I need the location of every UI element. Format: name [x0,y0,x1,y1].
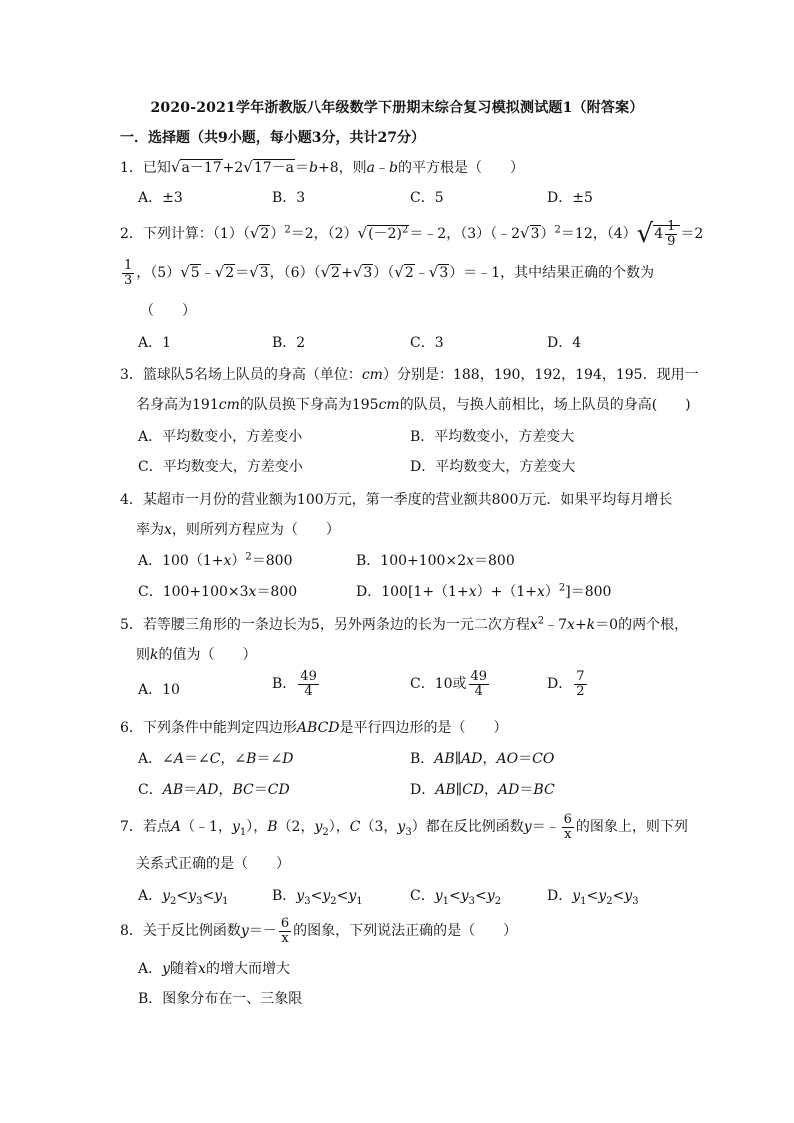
question-3-line-2: 名身高为191cm的队员换下身高为195cm的队员，与换人前相比，场上队员的身高( ) [136,397,691,413]
question-1: 1．已知√a－17+2√17－a＝b+8，则a﹣b的平方根是（ ） [120,158,524,176]
q1-option-c: C．5 [410,190,444,206]
question-7-line-1: 7．若点A（﹣1，$y_1$），B（2，$y_2$），C（3，$y_3$）都在反比例函数y＝﹣ $\frac{6}{x}$ 的图象上，则下列 [120,812,688,842]
q8-option-b: B．图象分布在一、三象限 [138,991,303,1007]
q5-option-d: D． $\frac{7}{2}$ [547,669,585,699]
q1-option-d: D．±5 [547,190,593,206]
q8-option-a: A．y随着x的增大而增大 [138,961,290,977]
q3-option-a: A．平均数变小，方差变小 [138,429,303,445]
q6-option-b: B．AB∥AD，AO＝CO [410,751,555,767]
q1-option-a: A．±3 [138,190,183,206]
q2-option-b: B．2 [272,335,306,351]
q6-option-d: D．AB∥CD，AD＝BC [410,782,555,798]
q1-option-b: B．3 [272,190,306,206]
q4-option-a: A．$100(1+x)^2=800$ [138,551,293,569]
q6-option-a: A．∠A＝∠C，∠B＝∠D [138,751,294,767]
q7-option-c: C．$y_1<y_3<y_2$ [410,888,502,907]
q5-option-c: C．10或 $\frac{49}{4}$ [410,669,488,699]
question-4-line-1: 4．某超市一月份的营业额为100万元，第一季度的营业额共800万元．如果平均每月增长 [120,492,673,508]
q3-option-d: D．平均数变大，方差变大 [410,459,576,475]
question-4-line-2: 率为x，则所列方程应为（ ） [136,522,340,538]
q5-option-a: A．10 [138,682,180,698]
q6-option-c: C．AB＝AD，BC＝CD [138,782,290,798]
question-2-line-1: 2．下列计算：$(1)(√2)^2=2$，$(2)√(-2)^2=﹣2$，（3）（﹣2√3）$^2$＝12，（4）√4 $\frac{1}{9}$ ＝2 [120,218,704,249]
q3-option-b: B．平均数变小，方差变大 [410,429,575,445]
q3-option-c: C．平均数变大，方差变小 [138,459,303,475]
q4-option-b: B．100+100×2x＝800 [356,553,515,569]
q2-option-a: A．1 [138,335,172,351]
q2-option-c: C．3 [410,335,444,351]
q7-option-d: D．$y_1<y_2<y_3$ [547,888,639,907]
question-7-line-2: 关系式正确的是（ ） [136,856,290,872]
q7-option-b: B．$y_3<y_2<y_1$ [272,888,363,907]
q4-option-c: C．100+100×3x＝800 [138,584,298,600]
page-title: 2020-2021学年浙教版八年级数学下册期末综合复习模拟测试题1（附答案） [150,100,644,116]
question-8: 8．关于反比例函数y＝－ $\frac{6}{x}$ 的图象，下列说法正确的是（ ） [120,916,518,946]
q2-option-d: D．4 [547,335,582,351]
question-5-line-2: 则k的值为（ ） [136,647,257,663]
question-6: 6．下列条件中能判定四边形ABCD是平行四边形的是（ ） [120,720,508,736]
q4-option-d: D．$100[1+(1+x)+(1+x)^2]=800$ [356,582,612,600]
question-2-line-2: $\frac{1}{3}$ ，（5）√5﹣√2＝√3，（6）（√2+√3）（√2﹣√3）＝﹣1，其中结果正确的个数为 [124,258,655,288]
question-2-line-3: （ ） [140,303,196,319]
q7-option-a: A．$y_2<y_3<y_1$ [138,888,229,907]
q5-option-b: B． $\frac{49}{4}$ [272,669,317,699]
question-3-line-1: 3．篮球队5名场上队员的身高（单位：cm）分别是：188，190，192，194，195．现用一 [120,367,699,383]
section-heading: 一．选择题（共9小题，每小题3分，共计27分） [120,130,425,146]
question-5-line-1: 5．若等腰三角形的一条边长为5，另外两条边的长为一元二次方程$x^2﹣7x+k=0$的两个根， [120,615,689,633]
